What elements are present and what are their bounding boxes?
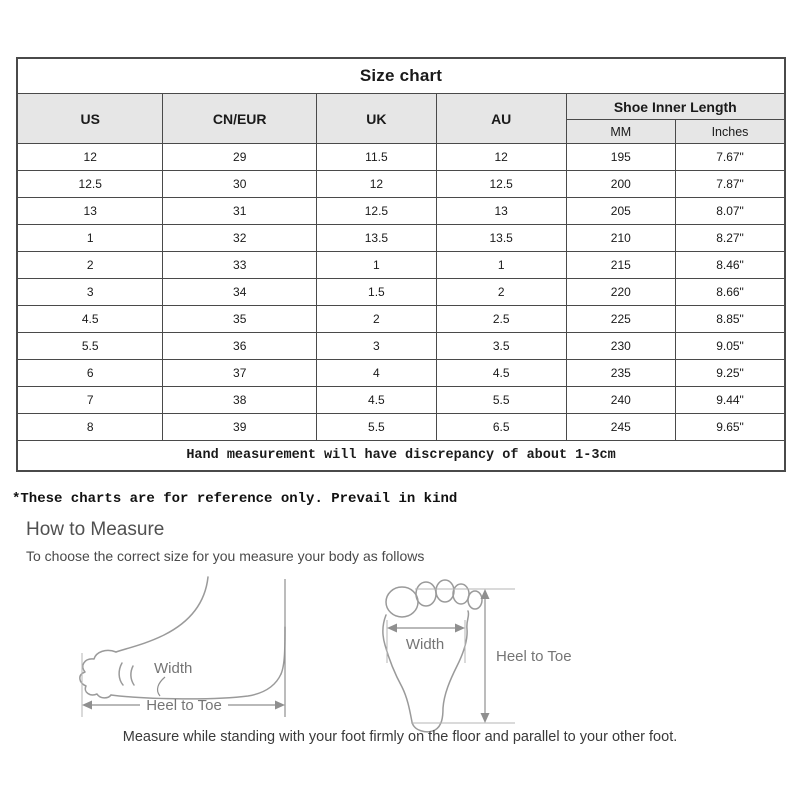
column-header-shoe-inner-length: Shoe Inner Length	[566, 94, 785, 120]
table-cell: 1	[317, 252, 437, 279]
table-cell: 1	[436, 252, 566, 279]
table-cell: 30	[163, 171, 317, 198]
table-cell: 5.5	[17, 333, 163, 360]
table-row	[17, 279, 785, 306]
table-row	[17, 252, 785, 279]
column-header-au: AU	[436, 94, 566, 144]
table-cell: 240	[566, 387, 675, 414]
table-row	[17, 360, 785, 387]
measurement-note: Hand measurement will have discrepancy of about 1-3cm	[17, 441, 785, 472]
foot-side-view-diagram	[70, 575, 360, 735]
how-to-measure-subheading: To choose the correct size for you measure your body as follows	[26, 548, 425, 564]
table-cell: 12.5	[436, 171, 566, 198]
heel-to-toe-dimension	[82, 579, 285, 717]
table-cell: 1.5	[317, 279, 437, 306]
foot-side-outline	[80, 577, 285, 699]
table-cell: 200	[566, 171, 675, 198]
table-cell: 13	[436, 198, 566, 225]
table-cell: 36	[163, 333, 317, 360]
sole-view-width-label: Width	[405, 636, 445, 653]
table-cell: 12	[317, 171, 437, 198]
side-view-length-label: Heel to Toe	[146, 697, 222, 714]
table-cell: 12	[17, 144, 163, 171]
table-cell: 5.5	[317, 414, 437, 441]
foot-sole-view-diagram	[365, 573, 600, 733]
table-row	[17, 414, 785, 441]
table-cell: 7	[17, 387, 163, 414]
width-callout	[154, 660, 192, 696]
table-cell: 9.25"	[676, 360, 785, 387]
column-header-inches: Inches	[676, 120, 785, 144]
heel-to-toe-dimension	[411, 589, 572, 723]
table-cell: 35	[163, 306, 317, 333]
table-cell: 29	[163, 144, 317, 171]
table-row	[17, 171, 785, 198]
table-cell: 5.5	[436, 387, 566, 414]
table-cell: 210	[566, 225, 675, 252]
table-cell: 8.85"	[676, 306, 785, 333]
table-cell: 4.5	[17, 306, 163, 333]
table-row	[17, 333, 785, 360]
table-cell: 33	[163, 252, 317, 279]
table-cell: 13	[17, 198, 163, 225]
table-cell: 9.44"	[676, 387, 785, 414]
table-cell: 13.5	[317, 225, 437, 252]
table-row	[17, 225, 785, 252]
table-cell: 4	[317, 360, 437, 387]
table-row	[17, 144, 785, 171]
table-cell: 3	[17, 279, 163, 306]
table-cell: 8.66"	[676, 279, 785, 306]
foot-sole-outline	[383, 580, 482, 732]
table-row	[17, 198, 785, 225]
table-cell: 9.05"	[676, 333, 785, 360]
table-cell: 6.5	[436, 414, 566, 441]
size-chart-table	[16, 57, 786, 472]
width-dimension	[387, 620, 465, 663]
table-cell: 8.27"	[676, 225, 785, 252]
table-cell: 205	[566, 198, 675, 225]
table-cell: 31	[163, 198, 317, 225]
table-cell: 39	[163, 414, 317, 441]
table-title-row	[17, 58, 785, 94]
table-cell: 34	[163, 279, 317, 306]
table-cell: 2.5	[436, 306, 566, 333]
table-cell: 7.67"	[676, 144, 785, 171]
table-title: Size chart	[17, 58, 785, 94]
table-cell: 13.5	[436, 225, 566, 252]
table-cell: 37	[163, 360, 317, 387]
side-view-width-label: Width	[154, 660, 193, 677]
column-header-cn-eur: CN/EUR	[163, 94, 317, 144]
table-header-row	[17, 94, 785, 120]
table-cell: 2	[17, 252, 163, 279]
measure-instruction-caption: Measure while standing with your foot firmly on the floor and parallel to your other foot.	[122, 729, 678, 745]
sole-view-length-label: Heel to Toe	[496, 648, 572, 665]
how-to-measure-heading: How to Measure	[26, 519, 165, 540]
table-cell: 12	[436, 144, 566, 171]
table-cell: 4.5	[317, 387, 437, 414]
table-cell: 225	[566, 306, 675, 333]
size-table-body	[17, 144, 785, 441]
table-cell: 8	[17, 414, 163, 441]
table-cell: 230	[566, 333, 675, 360]
table-cell: 3.5	[436, 333, 566, 360]
table-cell: 9.65"	[676, 414, 785, 441]
table-cell: 2	[436, 279, 566, 306]
table-cell: 12.5	[317, 198, 437, 225]
table-cell: 3	[317, 333, 437, 360]
column-header-us: US	[17, 94, 163, 144]
table-row	[17, 387, 785, 414]
table-cell: 1	[17, 225, 163, 252]
table-cell: 4.5	[436, 360, 566, 387]
column-header-mm: MM	[566, 120, 675, 144]
table-cell: 12.5	[17, 171, 163, 198]
table-cell: 220	[566, 279, 675, 306]
table-cell: 8.46"	[676, 252, 785, 279]
table-row	[17, 306, 785, 333]
table-cell: 195	[566, 144, 675, 171]
table-cell: 11.5	[317, 144, 437, 171]
table-cell: 8.07"	[676, 198, 785, 225]
table-cell: 245	[566, 414, 675, 441]
table-cell: 215	[566, 252, 675, 279]
table-cell: 7.87"	[676, 171, 785, 198]
table-cell: 38	[163, 387, 317, 414]
reference-note: *These charts are for reference only. Prevail in kind	[12, 491, 458, 507]
column-header-uk: UK	[317, 94, 437, 144]
table-cell: 32	[163, 225, 317, 252]
table-cell: 6	[17, 360, 163, 387]
table-cell: 235	[566, 360, 675, 387]
table-cell: 2	[317, 306, 437, 333]
table-note-row	[17, 441, 785, 472]
